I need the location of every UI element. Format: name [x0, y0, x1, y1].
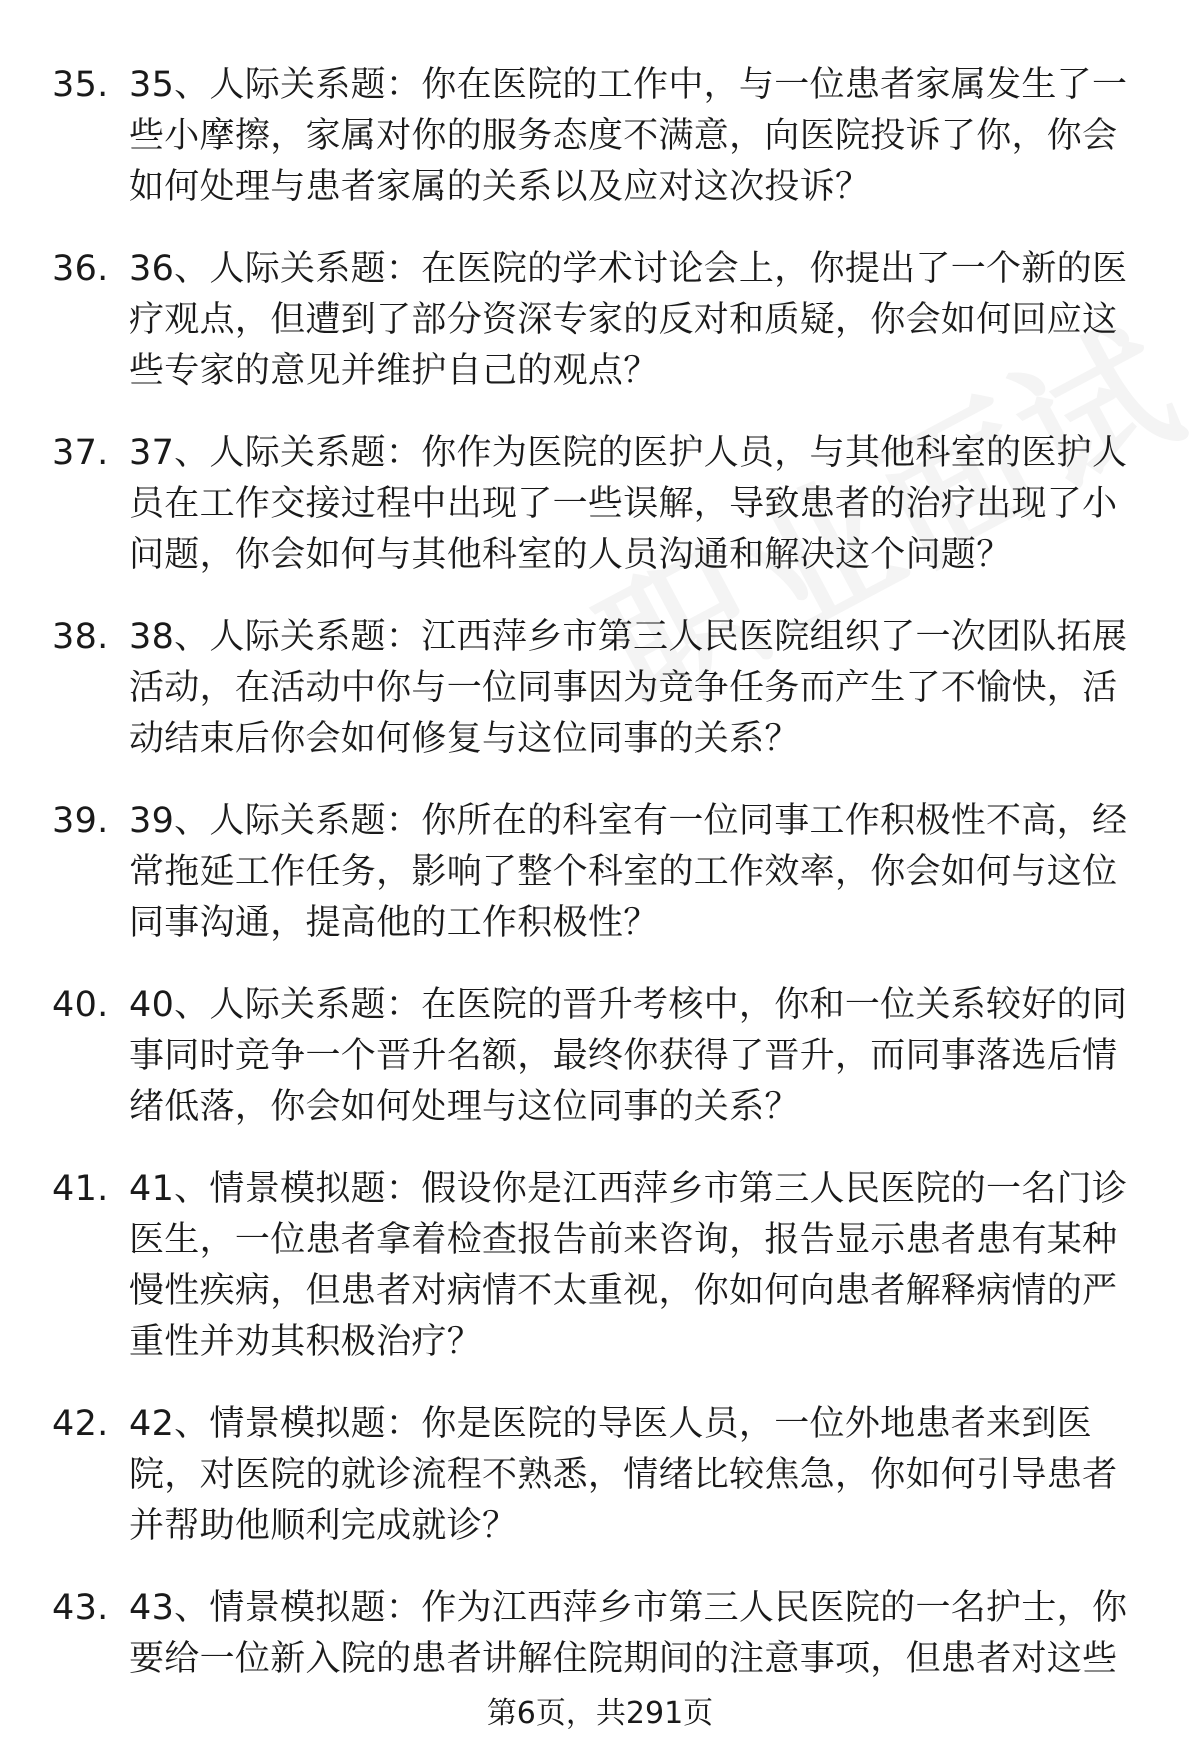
page-footer: [0, 1694, 1200, 1734]
item-number: 42.: [52, 1404, 109, 1444]
page-number-label: 第6页，共291页: [486, 1696, 714, 1731]
list-item: [52, 612, 1152, 765]
item-number: 37.: [52, 433, 109, 473]
list-item: [52, 428, 1152, 581]
item-text: 41、情景模拟题：假设你是江西萍乡市第三人民医院的一名门诊医生，一位患者拿着检查报告前来咨询，报告显示患者患有某种慢性疾病，但患者对病情不太重视，你如何向患者解释病情的严重性并劝其积极治疗？: [129, 1169, 1128, 1362]
item-text: 40、人际关系题：在医院的晋升考核中，你和一位关系较好的同事同时竞争一个晋升名额，最终你获得了晋升，而同事落选后情绪低落，你会如何处理与这位同事的关系？: [129, 985, 1128, 1127]
item-number: 43.: [52, 1588, 109, 1628]
list-item: [52, 980, 1152, 1133]
item-number: 40.: [52, 985, 109, 1025]
item-text: 35、人际关系题：你在医院的工作中，与一位患者家属发生了一些小摩擦，家属对你的服务态度不满意，向医院投诉了你，你会如何处理与患者家属的关系以及应对这次投诉？: [129, 65, 1128, 207]
item-text: 39、人际关系题：你所在的科室有一位同事工作积极性不高，经常拖延工作任务，影响了整个科室的工作效率，你会如何与这位同事沟通，提高他的工作积极性？: [129, 801, 1128, 943]
item-number: 36.: [52, 249, 109, 289]
item-number: 38.: [52, 617, 109, 657]
question-list: [52, 60, 1152, 1716]
item-text: 36、人际关系题：在医院的学术讨论会上，你提出了一个新的医疗观点，但遭到了部分资深专家的反对和质疑，你会如何回应这些专家的意见并维护自己的观点？: [129, 249, 1128, 391]
item-text: 37、人际关系题：你作为医院的医护人员，与其他科室的医护人员在工作交接过程中出现了一些误解，导致患者的治疗出现了小问题，你会如何与其他科室的人员沟通和解决这个问题？: [129, 433, 1128, 575]
list-item: [52, 1164, 1152, 1368]
item-text: 42、情景模拟题：你是医院的导医人员，一位外地患者来到医院，对医院的就诊流程不熟悉，情绪比较焦急，你如何引导患者并帮助他顺利完成就诊？: [129, 1404, 1118, 1546]
list-item: [52, 1583, 1152, 1685]
list-item: [52, 244, 1152, 397]
list-item: [52, 796, 1152, 949]
list-item: [52, 60, 1152, 213]
item-number: 41.: [52, 1169, 109, 1209]
item-number: 35.: [52, 65, 109, 105]
item-text: 38、人际关系题：江西萍乡市第三人民医院组织了一次团队拓展活动，在活动中你与一位同事因为竞争任务而产生了不愉快，活动结束后你会如何修复与这位同事的关系？: [129, 617, 1128, 759]
list-item: [52, 1399, 1152, 1552]
item-text: 43、情景模拟题：作为江西萍乡市第三人民医院的一名护士，你要给一位新入院的患者讲解住院期间的注意事项，但患者对这些: [129, 1588, 1128, 1679]
item-number: 39.: [52, 801, 109, 841]
